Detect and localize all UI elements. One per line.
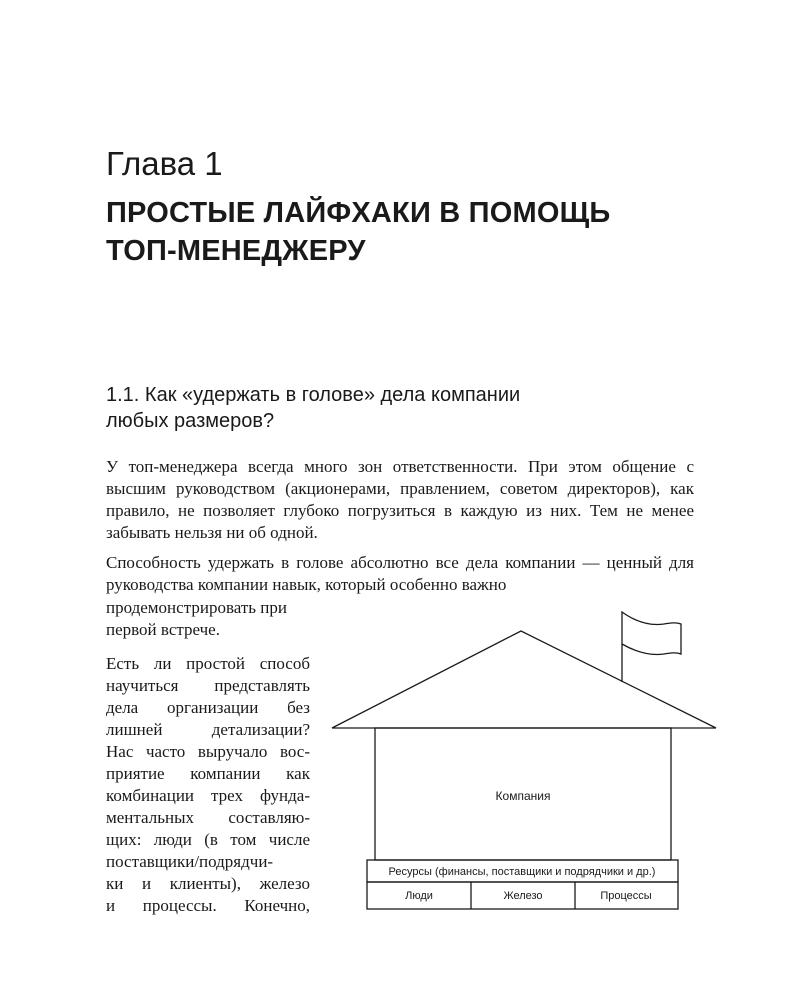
text-line: комбинации трех фунда- [106,786,310,805]
section-heading-line-1: 1.1. Как «удержать в голове» дела компании [106,384,521,406]
text-line: Нас часто выручало вос- [106,742,310,761]
pillar-hardware: Железо [503,890,543,902]
resources-label: Ресурсы (финансы, поставщики и подрядчики и др.) [388,866,656,878]
text-line: дела организации без [106,698,310,717]
pillar-processes: Процессы [600,890,652,902]
company-label: Компания [495,789,551,803]
chapter-label: Глава 1 [106,145,223,182]
text-line: приятие компании как [106,764,310,783]
paragraph-ability: Способность удержать в голове абсолютно все дела компании — ценный для руководства компании навык, который особенно важно [106,553,694,594]
paragraph-responsibilities: У топ-менеджера всегда много зон ответственности. При этом общение с высшим руководством (акционерами, правлением, советом директоров), как правило, не позволяет глубоко погрузиться в каждую из них. Тем не менее забывать нельзя ни об одной. [106,457,694,542]
flag-icon [622,612,681,682]
text-line: лишней детализации? [106,720,310,739]
section-heading-line-2: любых размеров? [106,410,275,432]
chapter-title-line-1: ПРОСТЫЕ ЛАЙФХАКИ В ПОМОЩЬ [106,197,611,229]
text-line: научиться представлять [106,676,310,695]
house-roof [332,631,716,728]
text-line: ки и клиенты), железо [106,874,310,893]
chapter-title-line-2: ТОП-МЕНЕДЖЕРУ [106,235,366,267]
text-line: поставщики/подрядчи- [106,852,274,871]
text-line: Есть ли простой способ [106,654,310,673]
text-line: ментальных составляю- [106,808,310,827]
text-line: и процессы. Конечно, [106,896,310,915]
pillar-people: Люди [405,890,433,902]
paragraph-ability-continued: продемонстрировать при первой встрече. [106,598,287,639]
text-line: щих: люди (в том числе [106,830,310,849]
